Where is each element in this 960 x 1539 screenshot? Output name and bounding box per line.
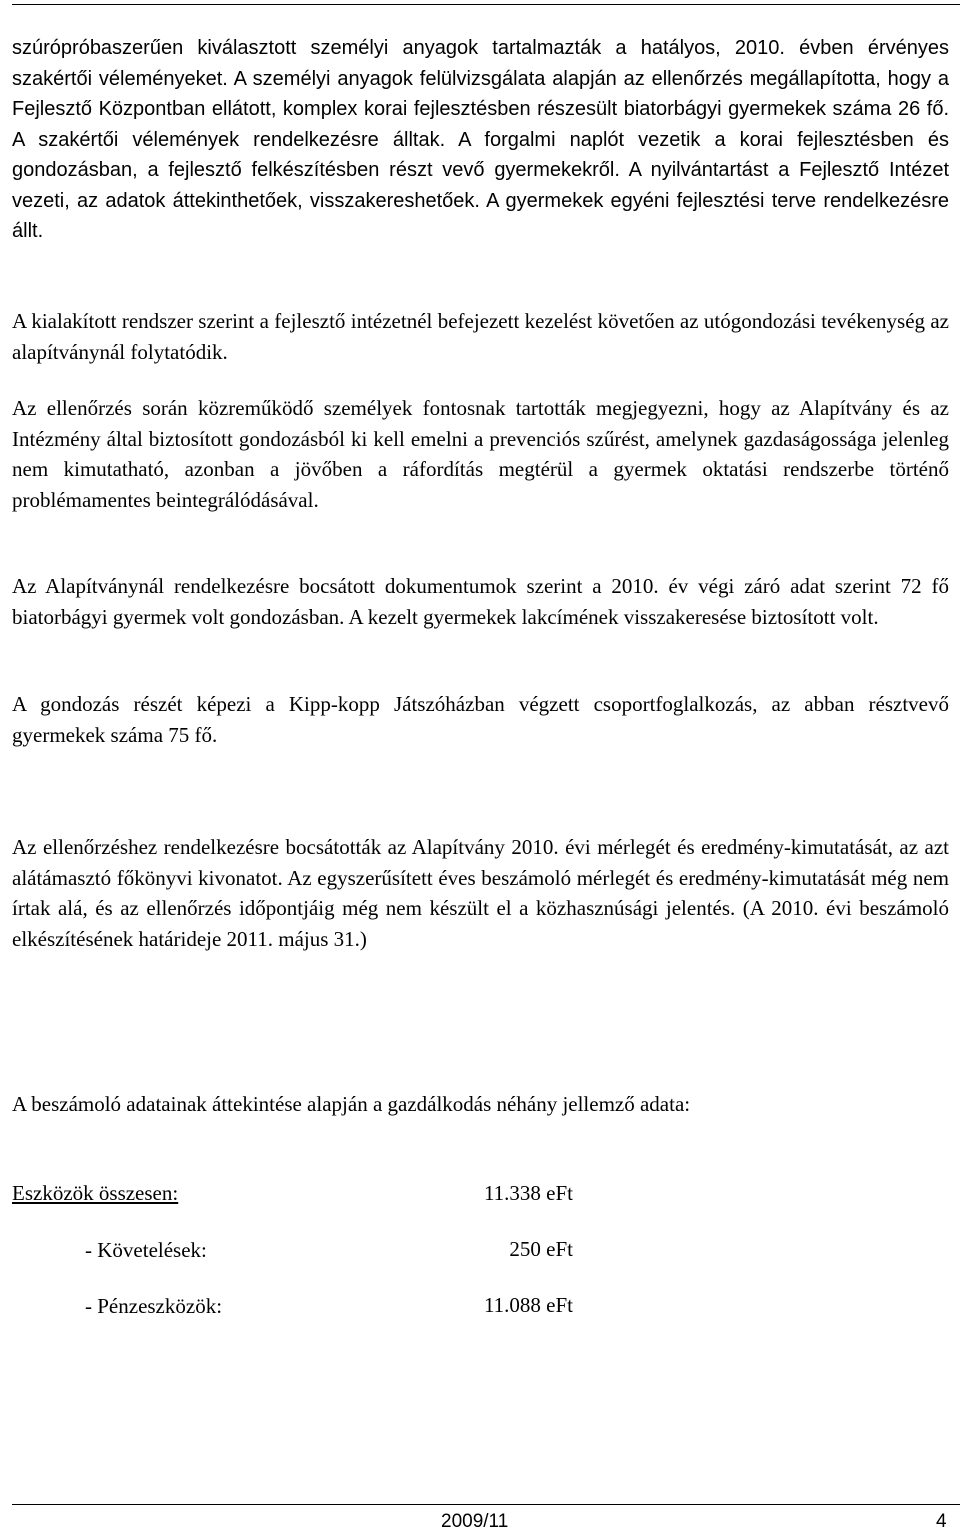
page-number: 4 [936, 1511, 947, 1532]
paragraph-1: szúrópróbaszerűen kiválasztott személyi anyagok tartalmazták a hatályos, 2010. évben érvényes szakértői véleményeket. A személyi anyagok felülvizsgálata alapján az ellenőrzés megállapította, hogy a Fejlesztő Központban ellátott, komplex korai fejlesztésben részesült biatorbágyi gyermekek száma 26 fő. A szakértői vélemények rendelkezésre álltak. A forgalmi naplót vezetik a korai fejlesztésben és gondozásban, a fejlesztő felkészítésben részt vevő gyermekekről. A nyilvántartást a Fejlesztő Intézet vezeti, az adatok áttekinthetőek, visszakereshetőek. A gyermekek egyéni fejlesztési terve rendelkezésre állt. [12, 37, 949, 242]
paragraph-4: Az Alapítványnál rendelkezésre bocsátott dokumentumok szerint a 2010. év végi záró adat szerint 72 fő biatorbágyi gyermek volt gondozásban. A kezelt gyermekek lakcímének visszakeresése biztosított volt. [12, 574, 949, 629]
cash-value: 11.088 eFt [483, 1293, 573, 1317]
total-assets-value: 11.338 eFt [483, 1181, 573, 1205]
paragraph-6: Az ellenőrzéshez rendelkezésre bocsátották az Alapítvány 2010. évi mérlegét és eredmény-kimutatását, az azt alátámasztó főkönyvi kivonatot. Az egyszerűsített éves beszámoló mérlegét és eredmény-kimutatását még nem írtak alá, és az ellenőrzés időpontjáig még nem készült el a közhasznúsági jelentés. (A 2010. évi beszámoló elkészítésének határideje 2011. május 31.) [12, 835, 949, 951]
paragraph-2: A kialakított rendszer szerint a fejlesztő intézetnél befejezett kezelést követően az utógondozási tevékenység az alapítványnál folytatódik. [12, 309, 949, 364]
paragraph-5: A gondozás részét képezi a Kipp-kopp Játszóházban végzett csoportfoglalkozás, az abban résztvevő gyermekek száma 75 fő. [12, 692, 949, 747]
paragraph-3: Az ellenőrzés során közreműködő személyek fontosnak tartották megjegyezni, hogy az Alapítvány és az Intézmény által biztosított gondozásból ki kell emelni a prevenciós szűrést, amelynek gazdaságossága jelenleg nem kimutatható, azonban a jövőben a ráfordítás megtérül a gyermek oktatási rendszerbe történő problémamentes beintegrálódásával. [12, 396, 949, 512]
cash-label: - Pénzeszközök: [85, 1294, 223, 1318]
paragraph-7: A beszámoló adatainak áttekintése alapján a gazdálkodás néhány jellemző adata: [12, 1092, 691, 1116]
footer-rule [12, 1504, 960, 1505]
receivables-value: 250 eFt [509, 1237, 573, 1261]
top-rule [12, 4, 960, 5]
total-assets-label: Eszközök összesen: [12, 1181, 179, 1205]
receivables-label: - Követelések: [85, 1238, 207, 1262]
document-code: 2009/11 [441, 1511, 509, 1532]
